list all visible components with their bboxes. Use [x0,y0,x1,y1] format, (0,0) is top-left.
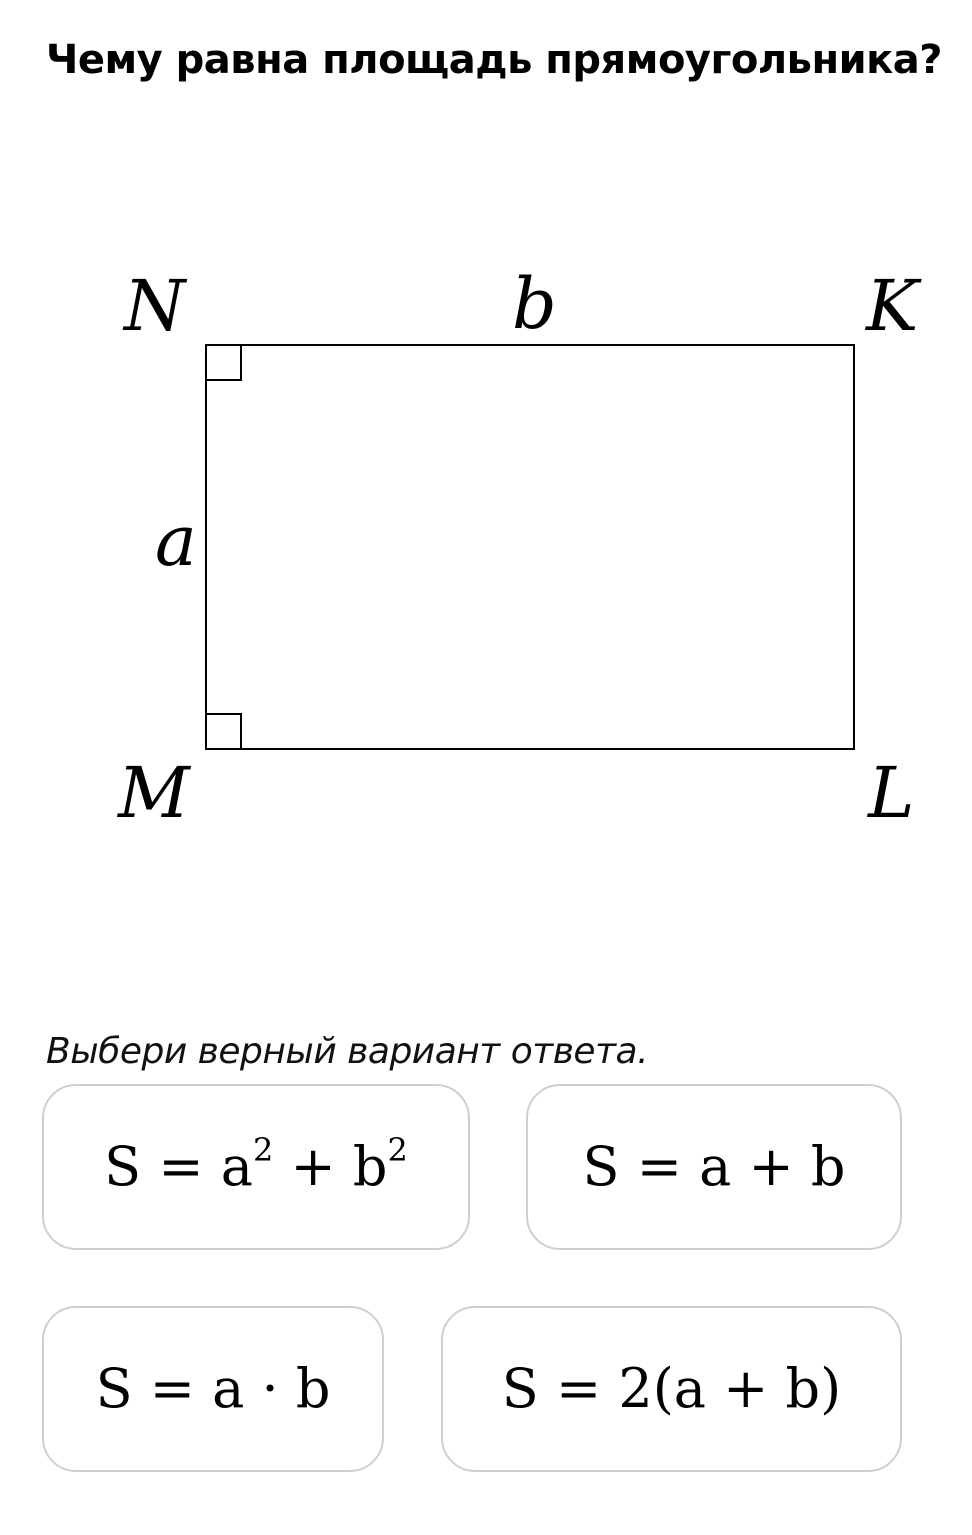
vertex-label-l: L [868,752,915,834]
answer-option-sum[interactable] [526,1084,902,1250]
answer-formula: S = a · b [95,1357,331,1420]
answer-formula: $S = a^2 + b^2$ [104,1131,408,1198]
side-label-a: a [155,500,197,582]
right-angle-mark-bottom-left [206,714,241,749]
answer-formula: S = a + b [582,1135,846,1198]
right-angle-mark-top-left [206,345,241,380]
question-title: Чему равна площадь прямоугольника? [46,37,942,83]
rectangle-outline [206,345,854,749]
side-label-b: b [512,263,557,345]
instruction-text: Выбери верный вариант ответа. [46,1031,649,1072]
answer-formula: S = 2(a + b) [501,1357,842,1420]
vertex-label-k: K [866,265,919,347]
vertex-label-m: M [118,752,190,834]
answer-option-perimeter[interactable] [441,1306,902,1472]
answer-option-product[interactable] [42,1306,384,1472]
vertex-label-n: N [124,265,186,347]
answer-option-sum-of-squares[interactable] [42,1084,470,1250]
